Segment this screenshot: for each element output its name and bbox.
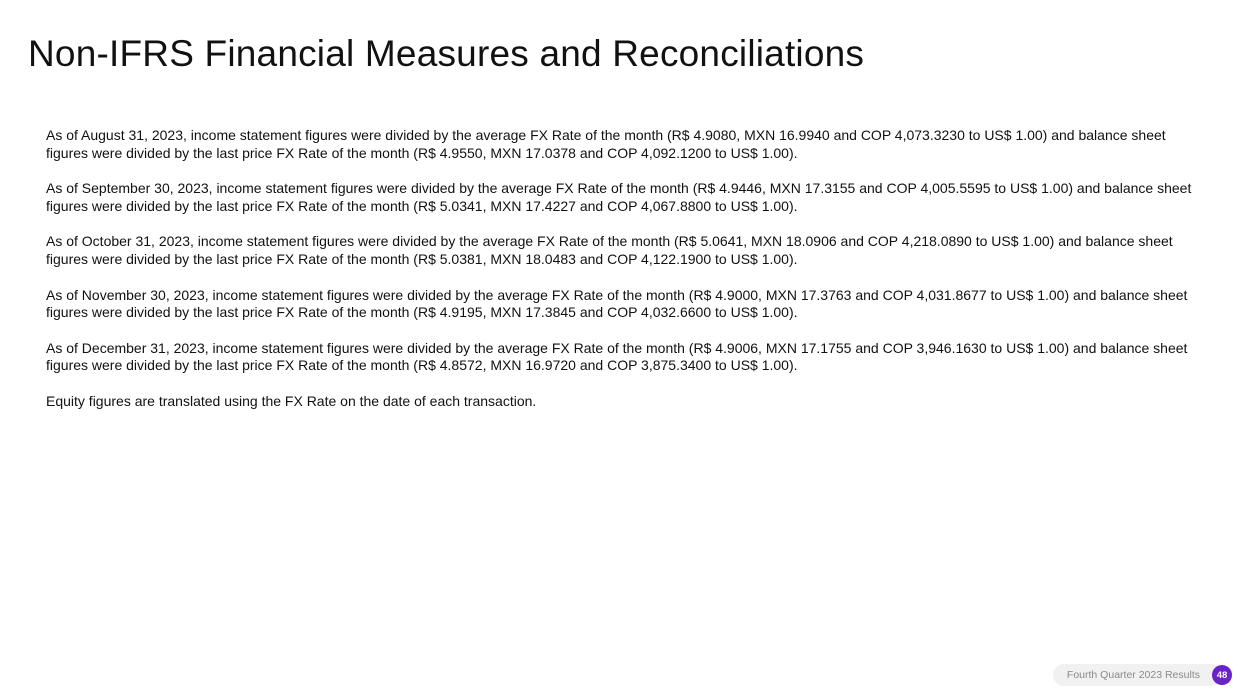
footer (1053, 664, 1232, 686)
paragraph-october: As of October 31, 2023, income statement figures were divided by the average FX Rate of the month (R$ 5.0641, MXN 18.0906 and COP 4,218.0890 to US$ 1.00) and balance sheet figures were divided by the last price FX Rate of the month (R$ 5.0381, MXN 18.0483 and COP 4,122.1900 to US$ 1.00). (46, 233, 1173, 267)
body-content (46, 127, 1208, 429)
paragraph-august: As of August 31, 2023, income statement figures were divided by the average FX Rate of the month (R$ 4.9080, MXN 16.9940 and COP 4,073.3230 to US$ 1.00) and balance sheet figures were divided by the last price FX Rate of the month (R$ 4.9550, MXN 17.0378 and COP 4,092.1200 to US$ 1.00). (46, 127, 1166, 161)
page-number-badge: 48 (1212, 665, 1232, 685)
page-title: Non-IFRS Financial Measures and Reconciliations (28, 33, 865, 74)
paragraph-september: As of September 30, 2023, income statement figures were divided by the average FX Rate of the month (R$ 4.9446, MXN 17.3155 and COP 4,005.5595 to US$ 1.00) and balance sheet figures were divided by the last price FX Rate of the month (R$ 5.0341, MXN 17.4227 and COP 4,067.8800 to US$ 1.00). (46, 180, 1192, 214)
paragraph-december: As of December 31, 2023, income statement figures were divided by the average FX Rate of the month (R$ 4.9006, MXN 17.1755 and COP 3,946.1630 to US$ 1.00) and balance sheet figures were divided by the last price FX Rate of the month (R$ 4.8572, MXN 16.9720 and COP 3,875.3400 to US$ 1.00). (46, 339, 1188, 374)
paragraph-november: As of November 30, 2023, income statement figures were divided by the average FX Rate of the month (R$ 4.9000, MXN 17.3763 and COP 4,031.8677 to US$ 1.00) and balance sheet figures were divided by the last price FX Rate of the month (R$ 4.9195, MXN 17.3845 and COP 4,032.6600 to US$ 1.00). (46, 286, 1188, 321)
paragraph-equity: Equity figures are translated using the FX Rate on the date of each transaction. (46, 392, 537, 409)
footer-label: Fourth Quarter 2023 Results (1053, 664, 1222, 686)
